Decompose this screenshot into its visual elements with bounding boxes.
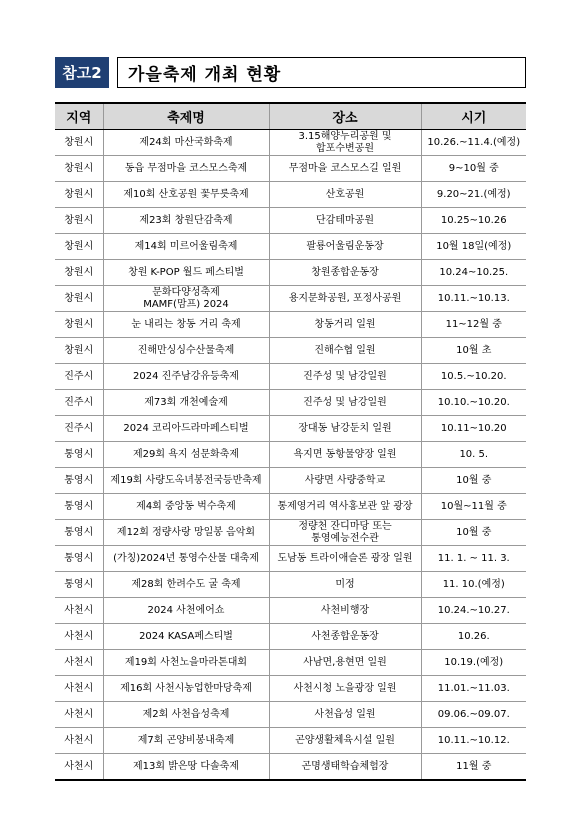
cell-period: 11월 중 (421, 754, 526, 781)
section-header (55, 57, 526, 88)
cell-region: 사천시 (55, 624, 103, 650)
cell-period: 10.19.(예정) (421, 650, 526, 676)
cell-venue: 사남면,용현면 일원 (269, 650, 421, 676)
table-row (55, 364, 526, 390)
cell-venue: 진주성 및 남강일원 (269, 364, 421, 390)
table-row (55, 182, 526, 208)
table-row (55, 598, 526, 624)
cell-period: 10.11~10.20 (421, 416, 526, 442)
cell-region: 사천시 (55, 728, 103, 754)
cell-venue: 곤명생태학습체험장 (269, 754, 421, 781)
table-row (55, 260, 526, 286)
cell-period: 10.25~10.26 (421, 208, 526, 234)
cell-period: 10월 18일(예정) (421, 234, 526, 260)
cell-period: 10.26.~11.4.(예정) (421, 130, 526, 156)
cell-festival-name: 제19회 사천노을마라톤대회 (103, 650, 269, 676)
cell-venue: 사천읍성 일원 (269, 702, 421, 728)
table-row (55, 676, 526, 702)
cell-region: 창원시 (55, 312, 103, 338)
table-row (55, 728, 526, 754)
table-row (55, 468, 526, 494)
cell-festival-name: 제10회 산호공원 꽃무릇축제 (103, 182, 269, 208)
cell-festival-name: 제29회 욕지 섬문화축제 (103, 442, 269, 468)
cell-venue: 정량천 잔디마당 또는 통영예능전수관 (269, 520, 421, 546)
festival-table (55, 102, 526, 781)
cell-festival-name: 제19회 사량도옥녀봉전국등반축제 (103, 468, 269, 494)
page-title: 가을축제 개최 현황 (117, 57, 526, 88)
cell-festival-name: 2024 진주남강유등축제 (103, 364, 269, 390)
table-row (55, 494, 526, 520)
cell-festival-name: 2024 코리아드라마페스티벌 (103, 416, 269, 442)
table-row (55, 338, 526, 364)
cell-venue: 진주성 및 남강일원 (269, 390, 421, 416)
cell-festival-name: 눈 내리는 창동 거리 축제 (103, 312, 269, 338)
cell-venue: 창원종합운동장 (269, 260, 421, 286)
cell-venue: 용지문화공원, 포정사공원 (269, 286, 421, 312)
cell-festival-name: 제14회 미르어울림축제 (103, 234, 269, 260)
cell-venue: 진해수협 일원 (269, 338, 421, 364)
table-row (55, 624, 526, 650)
cell-festival-name: 2024 사천에어쇼 (103, 598, 269, 624)
cell-venue: 단감테마공원 (269, 208, 421, 234)
cell-festival-name: 제7회 곤양비봉내축제 (103, 728, 269, 754)
cell-period: 10월 초 (421, 338, 526, 364)
cell-festival-name: 제13회 밝은땅 다솔축제 (103, 754, 269, 781)
cell-festival-name: 제28회 한려수도 굴 축제 (103, 572, 269, 598)
cell-region: 창원시 (55, 182, 103, 208)
cell-region: 사천시 (55, 650, 103, 676)
cell-festival-name: 제12회 정량사랑 망일봉 음악회 (103, 520, 269, 546)
cell-period: 11~12월 중 (421, 312, 526, 338)
cell-region: 통영시 (55, 520, 103, 546)
cell-region: 사천시 (55, 598, 103, 624)
cell-period: 10.5.~10.20. (421, 364, 526, 390)
cell-period: 11. 1. ~ 11. 3. (421, 546, 526, 572)
table-row (55, 234, 526, 260)
cell-region: 창원시 (55, 156, 103, 182)
table-row (55, 416, 526, 442)
table-row (55, 650, 526, 676)
cell-festival-name: (가칭)2024년 통영수산물 대축제 (103, 546, 269, 572)
cell-venue: 3.15해양누리공원 및 합포수변공원 (269, 130, 421, 156)
cell-period: 10.11.~10.13. (421, 286, 526, 312)
column-header-period: 시기 (421, 103, 526, 130)
cell-region: 통영시 (55, 546, 103, 572)
cell-period: 10.11.~10.12. (421, 728, 526, 754)
cell-festival-name: 창원 K-POP 월드 페스티벌 (103, 260, 269, 286)
table-row (55, 312, 526, 338)
cell-region: 진주시 (55, 390, 103, 416)
cell-venue: 무점마을 코스모스길 일원 (269, 156, 421, 182)
table-row (55, 572, 526, 598)
table-row (55, 390, 526, 416)
cell-venue: 곤양생활체육시설 일원 (269, 728, 421, 754)
cell-period: 10.24.~10.27. (421, 598, 526, 624)
cell-venue: 사천종합운동장 (269, 624, 421, 650)
cell-festival-name: 제73회 개천예술제 (103, 390, 269, 416)
cell-region: 사천시 (55, 676, 103, 702)
column-header-venue: 장소 (269, 103, 421, 130)
cell-region: 창원시 (55, 208, 103, 234)
cell-period: 09.06.~09.07. (421, 702, 526, 728)
table-row (55, 702, 526, 728)
table-row (55, 286, 526, 312)
table-row (55, 208, 526, 234)
column-header-region: 지역 (55, 103, 103, 130)
cell-festival-name: 제23회 창원단감축제 (103, 208, 269, 234)
cell-period: 10월 중 (421, 468, 526, 494)
table-row (55, 754, 526, 781)
cell-festival-name: 동읍 무점마을 코스모스축제 (103, 156, 269, 182)
cell-period: 11.01.~11.03. (421, 676, 526, 702)
cell-region: 통영시 (55, 468, 103, 494)
table-header-row (55, 103, 526, 130)
cell-period: 10월 중 (421, 520, 526, 546)
cell-region: 창원시 (55, 338, 103, 364)
cell-festival-name: 제2회 사천읍성축제 (103, 702, 269, 728)
cell-venue: 욕지면 동항물양장 일원 (269, 442, 421, 468)
cell-period: 10.26. (421, 624, 526, 650)
cell-region: 창원시 (55, 286, 103, 312)
cell-period: 10월~11월 중 (421, 494, 526, 520)
cell-venue: 도남동 트라이애슬론 광장 일원 (269, 546, 421, 572)
cell-venue: 장대동 남강둔치 일원 (269, 416, 421, 442)
cell-period: 9.20~21.(예정) (421, 182, 526, 208)
cell-period: 9~10월 중 (421, 156, 526, 182)
table-row (55, 546, 526, 572)
table-row (55, 520, 526, 546)
cell-venue: 사천비행장 (269, 598, 421, 624)
cell-period: 10.10.~10.20. (421, 390, 526, 416)
reference-badge: 참고2 (55, 57, 109, 88)
cell-venue: 사량면 사량중학교 (269, 468, 421, 494)
table-row (55, 442, 526, 468)
cell-region: 사천시 (55, 754, 103, 781)
cell-region: 창원시 (55, 260, 103, 286)
cell-festival-name: 제16회 사천시농업한마당축제 (103, 676, 269, 702)
cell-venue: 창동거리 일원 (269, 312, 421, 338)
cell-region: 통영시 (55, 494, 103, 520)
cell-venue: 통제영거리 역사홍보관 앞 광장 (269, 494, 421, 520)
cell-festival-name: 2024 KASA페스티벌 (103, 624, 269, 650)
cell-period: 11. 10.(예정) (421, 572, 526, 598)
cell-venue: 팔룡어울림운동장 (269, 234, 421, 260)
cell-festival-name: 제4회 중앙동 벅수축제 (103, 494, 269, 520)
cell-venue: 미정 (269, 572, 421, 598)
cell-venue: 사천시청 노을광장 일원 (269, 676, 421, 702)
cell-region: 진주시 (55, 364, 103, 390)
cell-region: 창원시 (55, 130, 103, 156)
cell-region: 진주시 (55, 416, 103, 442)
cell-region: 사천시 (55, 702, 103, 728)
cell-period: 10.24~10.25. (421, 260, 526, 286)
cell-region: 창원시 (55, 234, 103, 260)
table-row (55, 156, 526, 182)
cell-festival-name: 문화다양성축제 MAMF(맘프) 2024 (103, 286, 269, 312)
cell-festival-name: 진해만싱싱수산물축제 (103, 338, 269, 364)
cell-region: 통영시 (55, 442, 103, 468)
cell-venue: 산호공원 (269, 182, 421, 208)
column-header-festival: 축제명 (103, 103, 269, 130)
cell-region: 통영시 (55, 572, 103, 598)
cell-period: 10. 5. (421, 442, 526, 468)
cell-festival-name: 제24회 마산국화축제 (103, 130, 269, 156)
table-row (55, 130, 526, 156)
